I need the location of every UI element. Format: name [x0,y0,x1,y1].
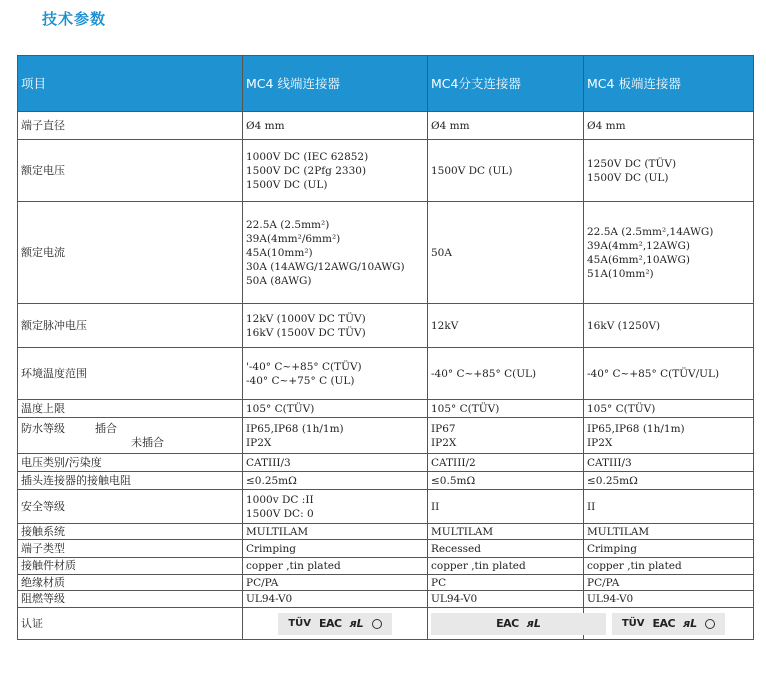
cell-branch-connector [428,540,584,558]
table-row [18,400,754,418]
cell-cable-connector [243,558,428,575]
cell-line: copper ,tin plated [431,560,526,572]
cell-panel-connector [584,112,754,140]
cell-line: -40° C~+85° C(UL) [431,367,537,380]
cell-line: IP65,IP68 (1h/1m) [246,422,344,435]
cell-cable-connector [243,348,428,400]
ul-logo: ᴙL [683,616,698,630]
cell-line: 1500V DC: 0 [246,507,314,520]
header-cable-connector: MC4 线端连接器 [243,56,428,112]
cell-branch-connector [428,140,584,202]
cell-line: CATIII/3 [587,456,632,469]
header-item: 项目 [18,56,243,112]
cell-line: Ø4 mm [246,119,285,132]
cell-cable-connector [243,472,428,490]
table-row [18,490,754,524]
table-row [18,591,754,608]
cell-line: MULTILAM [587,525,650,538]
cell-line: ≤0.25mΩ [246,474,297,487]
cell-line: copper ,tin plated [587,560,682,572]
cert-mark-icon [705,619,715,629]
cell-line: 30A (14AWG/12AWG/10AWG) [246,260,405,273]
certification-logos [278,613,391,635]
cell-panel-connector [584,540,754,558]
cell-branch-connector [428,202,584,304]
cell-line: IP2X [431,436,457,449]
cell-line: UL94-V0 [246,593,293,605]
cert-mark-icon [372,619,382,629]
cell-cable-connector [243,140,428,202]
cell-line: IP65,IP68 (1h/1m) [587,422,685,435]
cell-line: 50A [431,246,452,259]
cell-line: IP2X [246,436,272,449]
ul-logo: ᴙL [526,616,541,630]
cell-line: IP2X [587,436,613,449]
cell-line: 1500V DC (UL) [246,178,328,191]
cell-panel-connector [584,524,754,540]
cell-branch-connector [428,524,584,540]
row-label: 温度上限 [18,400,243,418]
table-row [18,524,754,540]
label-sub-mated: 插合 [95,421,117,435]
row-label: 插头连接器的接触电阻 [18,472,243,490]
cell-branch-connector [428,575,584,591]
cell-line: 45A(10mm²) [246,246,313,259]
cell-line: '-40° C~+85° C(TÜV) [246,360,362,373]
cell-line: 1500V DC (UL) [431,164,513,177]
row-label: 接触系统 [18,524,243,540]
cell-panel-connector [584,202,754,304]
row-label: 额定脉冲电压 [18,304,243,348]
cell-line: PC [431,576,447,589]
table-row [18,608,754,640]
cell-cable-connector [243,575,428,591]
row-label: 安全等级 [18,490,243,524]
header-branch-connector: MC4分支连接器 [428,56,584,112]
cell-branch-connector [428,418,584,454]
cell-branch-connector [428,112,584,140]
cell-branch-connector [428,304,584,348]
cell-line: 1000v DC :II [246,493,314,506]
cell-panel-connector [584,418,754,454]
cert-branch [428,608,584,640]
cell-panel-connector [584,140,754,202]
cert-cable [243,608,428,640]
cell-panel-connector [584,454,754,472]
cell-line: IP67 [431,422,456,435]
table-row [18,112,754,140]
eac-logo: EAC [319,616,342,630]
label-text: 防水等级 [21,421,65,435]
cell-branch-connector [428,591,584,608]
label-sub-unmated: 未插合 [131,435,164,449]
cell-cable-connector [243,540,428,558]
cell-line: 16kV (1250V) [587,319,661,332]
cell-line: 39A(4mm²/6mm²) [246,232,341,245]
cell-cable-connector [243,400,428,418]
row-label: 额定电流 [18,202,243,304]
row-label: 认证 [18,608,243,640]
table-row [18,540,754,558]
cell-line: II [431,500,440,513]
cell-branch-connector [428,558,584,575]
cell-line: 51A(10mm²) [587,267,654,280]
cell-line: Ø4 mm [431,119,470,132]
row-label: 绝缘材质 [18,575,243,591]
cell-line: 12kV (1000V DC TÜV) [246,312,366,325]
cell-cable-connector [243,418,428,454]
cell-line: 1500V DC (UL) [587,171,669,184]
cell-cable-connector [243,304,428,348]
eac-logo: EAC [496,616,519,630]
table-row [18,454,754,472]
cell-panel-connector [584,575,754,591]
cell-line: 12kV [431,319,459,332]
row-label: 端子类型 [18,540,243,558]
cell-line: 105° C(TÜV) [431,402,500,415]
cell-line: Crimping [587,542,637,555]
table-row [18,472,754,490]
cell-line: PC/PA [246,576,279,589]
eac-logo: EAC [652,616,676,630]
cell-panel-connector [584,558,754,575]
row-label-main [21,422,239,436]
table-header-row [18,56,754,112]
cell-branch-connector [428,348,584,400]
cell-line: 22.5A (2.5mm²,14AWG) [587,225,714,238]
cell-line: CATIII/3 [246,456,291,469]
cell-panel-connector [584,304,754,348]
row-label: 电压类别/污染度 [18,454,243,472]
cell-line: UL94-V0 [587,593,634,605]
cell-panel-connector [584,472,754,490]
cell-line: UL94-V0 [431,593,478,605]
row-label: 端子直径 [18,112,243,140]
cell-line: Recessed [431,542,481,555]
cell-line: 1250V DC (TÜV) [587,157,677,170]
cell-line: 45A(6mm²,10AWG) [587,253,690,266]
cell-cable-connector [243,454,428,472]
cell-line: Crimping [246,542,296,555]
cell-cable-connector [243,591,428,608]
cell-branch-connector [428,490,584,524]
row-label [18,418,243,454]
cell-line: copper ,tin plated [246,560,341,572]
table-row [18,575,754,591]
section-heading: 技术参数 [42,10,107,28]
table-row [18,348,754,400]
tuv-logo: TÜV [288,617,311,629]
cell-line: PC/PA [587,576,620,589]
cell-line: ≤0.25mΩ [587,474,638,487]
row-label: 额定电压 [18,140,243,202]
header-panel-connector: MC4 板端连接器 [584,56,754,112]
cell-line: Ø4 mm [587,119,626,132]
cell-line: -40° C~+85° C(TÜV/UL) [587,367,720,380]
cell-branch-connector [428,454,584,472]
row-label: 阻燃等级 [18,591,243,608]
table-row [18,418,754,454]
cell-branch-connector [428,472,584,490]
cell-cable-connector [243,490,428,524]
cell-panel-connector [584,400,754,418]
cell-line: 105° C(TÜV) [587,402,656,415]
cell-panel-connector [584,591,754,608]
tuv-logo: TÜV [621,617,645,629]
spec-table [17,55,754,640]
cell-panel-connector [584,348,754,400]
row-label: 接触件材质 [18,558,243,575]
cell-line: MULTILAM [246,525,309,538]
cell-line: 50A (8AWG) [246,274,312,287]
cert-panel [584,608,754,640]
cell-line: CATIII/2 [431,456,476,469]
table-row [18,558,754,575]
cell-cable-connector [243,524,428,540]
cell-line: 1500V DC (2Pfg 2330) [246,164,367,177]
cell-line: 39A(4mm²,12AWG) [587,239,690,252]
ul-logo: ᴙL [349,616,364,630]
cell-branch-connector [428,400,584,418]
cell-line: II [587,500,596,513]
table-row [18,304,754,348]
cell-line: 1000V DC (IEC 62852) [246,150,369,163]
certification-logos [431,613,606,635]
cell-cable-connector [243,112,428,140]
table-row [18,140,754,202]
table-row [18,202,754,304]
cell-line: 16kV (1500V DC TÜV) [246,326,366,339]
cell-line: MULTILAM [431,525,494,538]
cell-line: -40° C~+75° C (UL) [246,374,355,387]
certification-logos [612,613,725,635]
cell-cable-connector [243,202,428,304]
cell-line: ≤0.5mΩ [431,474,476,487]
cell-line: 105° C(TÜV) [246,402,315,415]
cell-panel-connector [584,490,754,524]
row-label: 环境温度范围 [18,348,243,400]
cell-line: 22.5A (2.5mm²) [246,218,330,231]
